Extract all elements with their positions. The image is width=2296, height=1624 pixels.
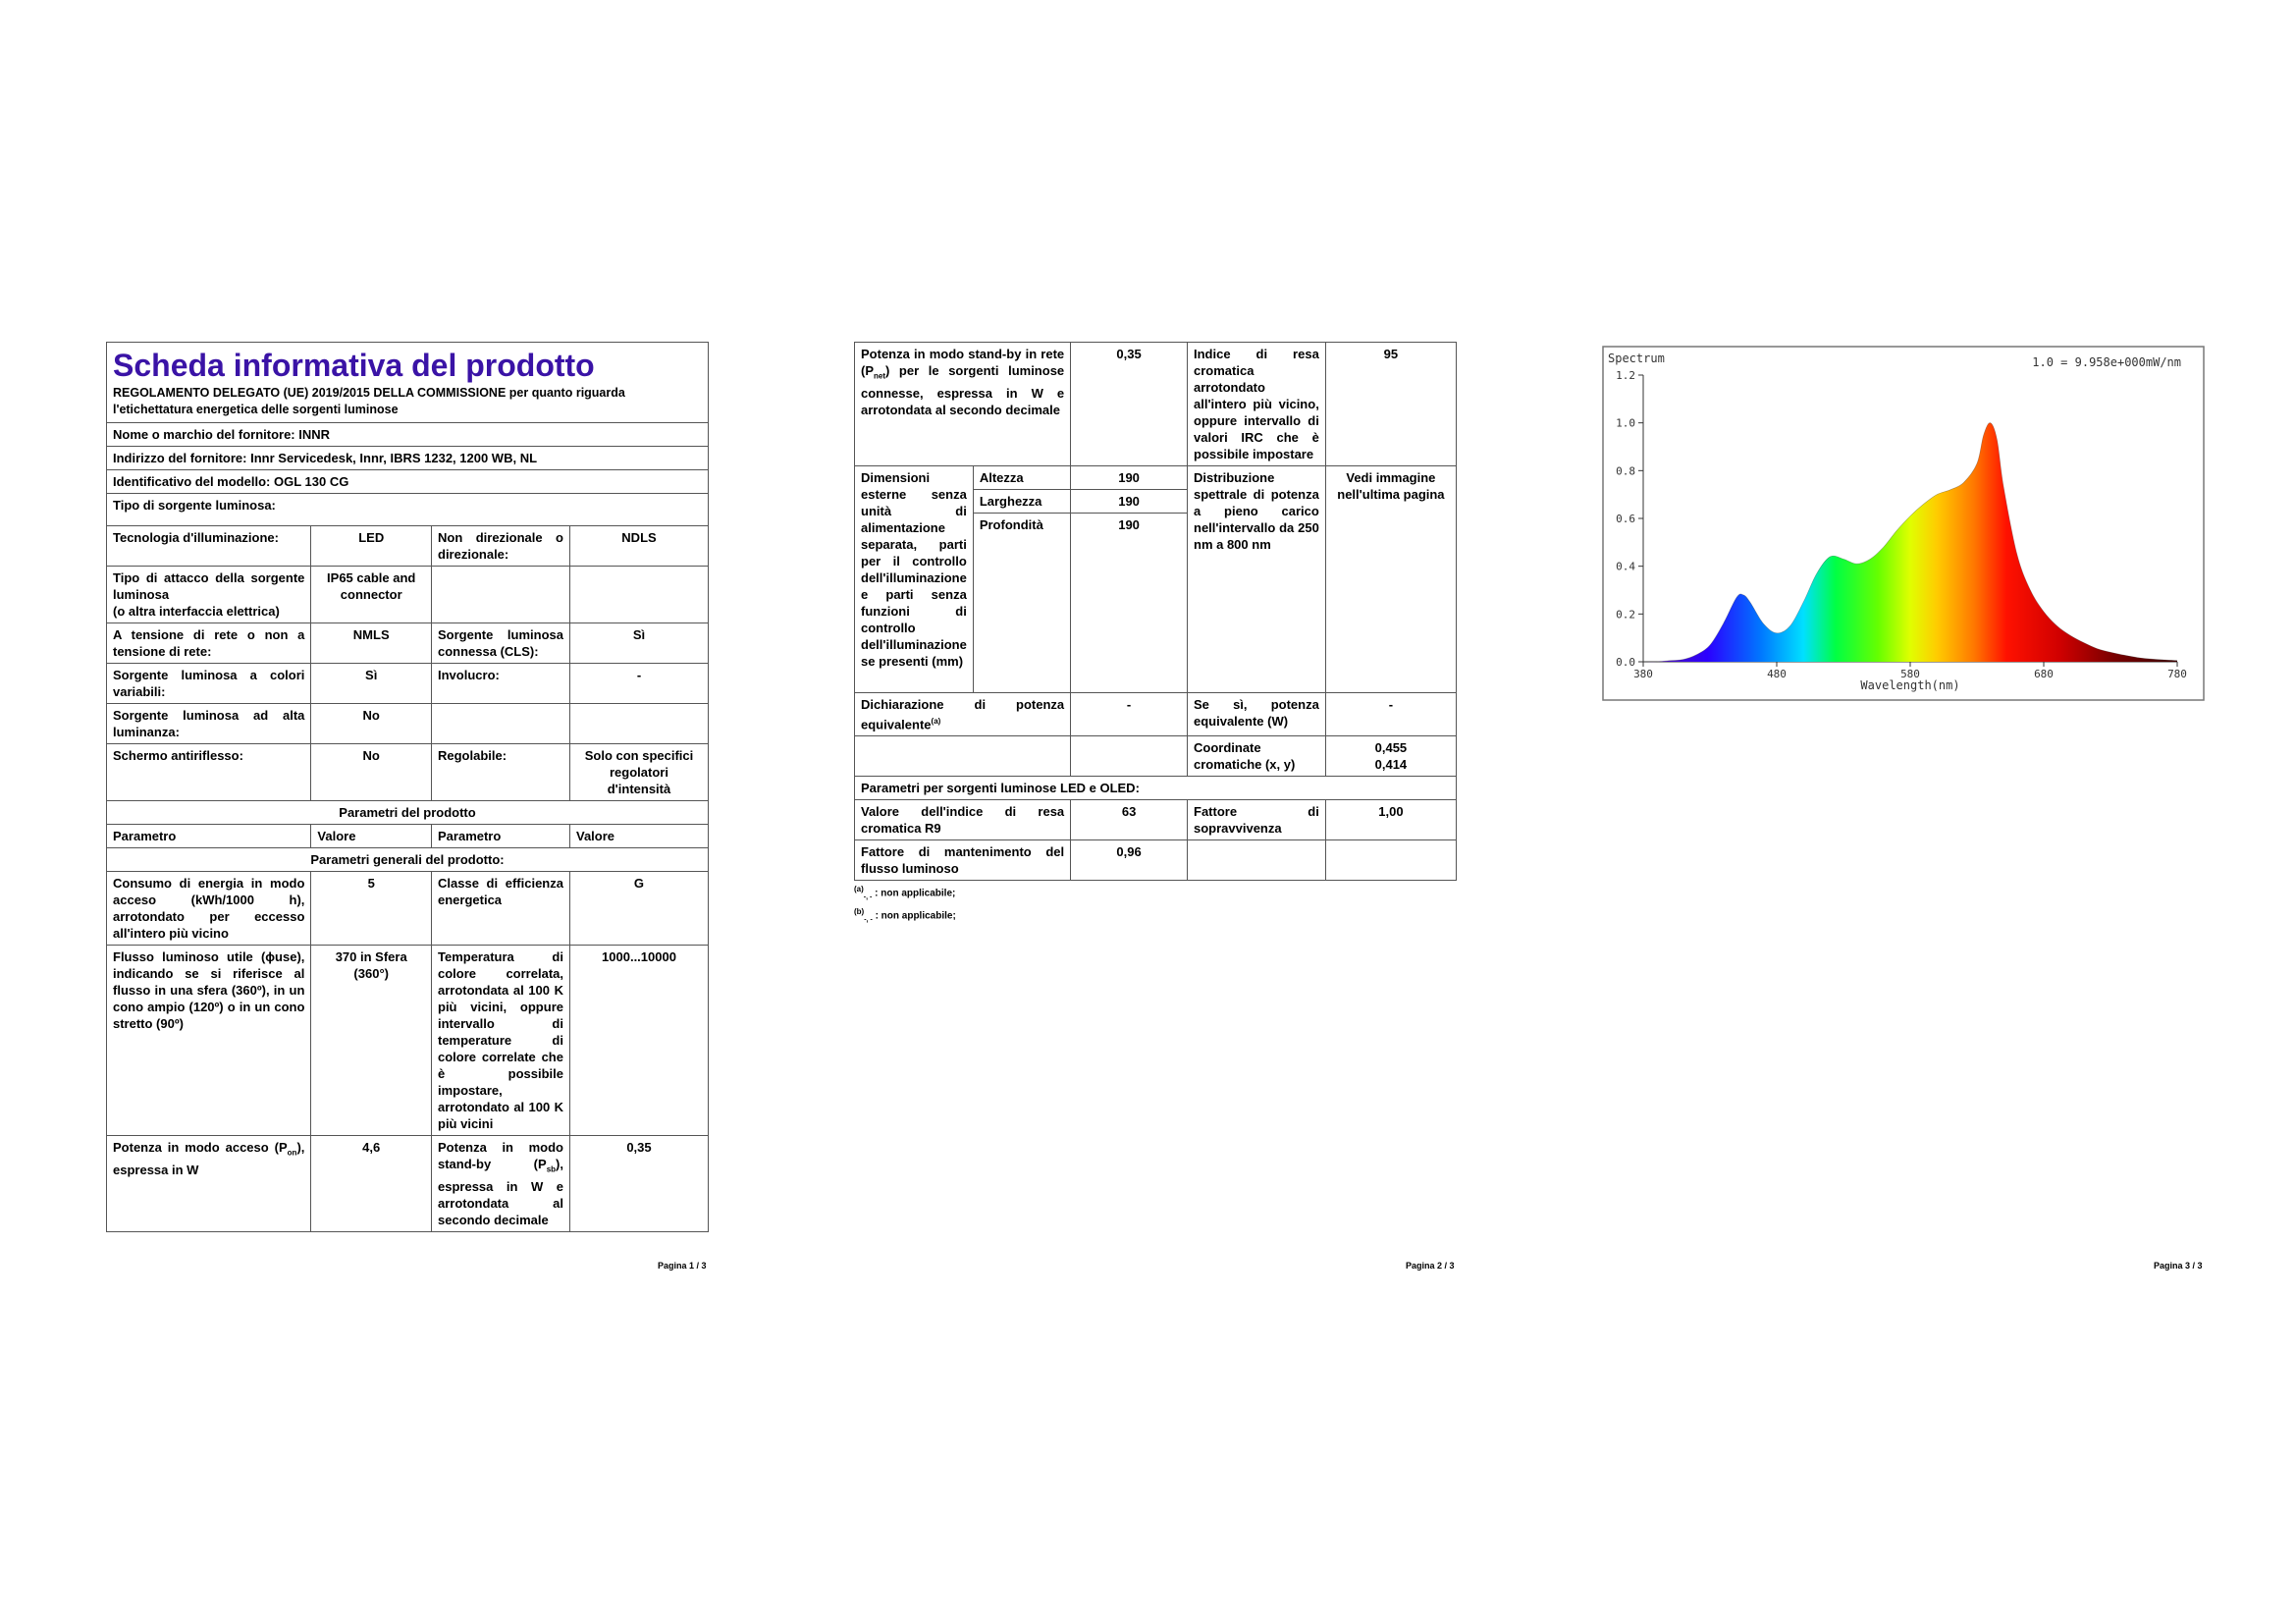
- cri-value: 95: [1325, 343, 1456, 466]
- table-row: [855, 343, 1457, 466]
- page-number-3: Pagina 3 / 3: [2154, 1261, 2203, 1271]
- networked-standby-label: Potenza in modo stand-by in rete $(P_{net})$ per le sorgenti luminose connesse, espressa in W e arrotondata al secondo decimale: [855, 343, 1071, 466]
- table-row: [107, 623, 709, 664]
- page-3: [1602, 346, 2205, 701]
- cap-label: Tipo di attacco della sorgente luminosa: [113, 570, 305, 602]
- col-param-2: Parametro: [432, 825, 570, 848]
- general-params-header: Parametri generali del prodotto:: [107, 848, 709, 872]
- cct-value: 1000...10000: [569, 946, 708, 1136]
- supplier-address-value: Innr Servicedesk, Innr, IBRS 1232, 1200 WB, NL: [250, 451, 538, 465]
- cls-value: Sì: [569, 623, 708, 664]
- col-value-2: Valore: [569, 825, 708, 848]
- dimmable-label: Regolabile:: [432, 744, 570, 801]
- empty-cell: [432, 704, 570, 744]
- lumen-maintenance-label: Fattore di mantenimento del flusso luminoso: [855, 840, 1071, 881]
- mains-value: NMLS: [311, 623, 432, 664]
- y-tick-label: 0.8: [1616, 464, 1635, 478]
- table-row: [107, 664, 709, 704]
- cap-label-2: (o altra interfaccia elettrica): [113, 604, 280, 619]
- anti-glare-label: Schermo antiriflesso:: [107, 744, 311, 801]
- model-label: Identificativo del modello:: [113, 474, 271, 489]
- page-number-2: Pagina 2 / 3: [1406, 1261, 1455, 1271]
- cls-label: Sorgente luminosa connessa (CLS):: [432, 623, 570, 664]
- dimmable-value: Solo con specifici regolatori d'intensità: [569, 744, 708, 801]
- table-row: [107, 825, 709, 848]
- directional-value: NDLS: [569, 526, 708, 567]
- height-label: Altezza: [973, 466, 1070, 490]
- anti-glare-value: No: [311, 744, 432, 801]
- chart-title: Spectrum: [1608, 352, 1665, 365]
- y-tick-label: 1.2: [1616, 369, 1635, 382]
- spd-label: Distribuzione spettrale di potenza a pieno carico nell'intervallo da 250 nm a 800 nm: [1188, 466, 1326, 693]
- lumen-maintenance-value: 0,96: [1071, 840, 1188, 881]
- regulation-text: REGOLAMENTO DELEGATO (UE) 2019/2015 DELLA COMMISSIONE per quanto riguarda l'etichettatura energetica delle sorgenti luminose: [113, 386, 625, 416]
- x-tick-label: 480: [1767, 668, 1787, 680]
- standby-power-label: Potenza in modo stand-by $(P_{sb})$, espressa in W e arrotondata al secondo decimale: [432, 1136, 570, 1232]
- depth-value: 190: [1071, 514, 1188, 693]
- flux-value: 370 in Sfera (360°): [311, 946, 432, 1136]
- width-value: 190: [1071, 490, 1188, 514]
- empty-cell: [432, 567, 570, 623]
- cri-label: Indice di resa cromatica arrotondato all'intero più vicino, oppure intervallo di valori IRC che è possibile impostare: [1188, 343, 1326, 466]
- y-tick-label: 0.0: [1616, 656, 1635, 669]
- if-yes-value: -: [1325, 693, 1456, 736]
- footnote-b: $^{(b)}_{-, -}$ : non applicabile;: [854, 906, 956, 923]
- x-tick-label: 680: [2034, 668, 2054, 680]
- r9-value: 63: [1071, 800, 1188, 840]
- x-axis-label: Wavelength(nm): [1860, 678, 1960, 692]
- high-luminance-label: Sorgente luminosa ad alta luminanza:: [107, 704, 311, 744]
- directional-label: Non direzionale o direzionale:: [432, 526, 570, 567]
- table-row: [855, 736, 1457, 777]
- page-2: [854, 342, 1457, 923]
- depth-label: Profondità: [973, 514, 1070, 693]
- envelope-label: Involucro:: [432, 664, 570, 704]
- mains-label: A tensione di rete o non a tensione di rete:: [107, 623, 311, 664]
- x-tick-label: 580: [1900, 668, 1920, 680]
- empty-cell: [1188, 840, 1326, 881]
- table-row: [107, 526, 709, 567]
- networked-standby-value: 0,35: [1071, 343, 1188, 466]
- params-header: Parametri del prodotto: [107, 801, 709, 825]
- class-label: Classe di efficienza energetica: [432, 872, 570, 946]
- table-row: [107, 801, 709, 825]
- empty-cell: [569, 704, 708, 744]
- model-value: OGL 130 CG: [273, 474, 349, 489]
- class-value: G: [569, 872, 708, 946]
- chromaticity-value: 0,455 0,414: [1325, 736, 1456, 777]
- table-row: [855, 693, 1457, 736]
- table-row: [107, 946, 709, 1136]
- page-1: [106, 342, 709, 1232]
- equivalent-power-value: -: [1071, 693, 1188, 736]
- height-value: 190: [1071, 466, 1188, 490]
- colour-tunable-value: Sì: [311, 664, 432, 704]
- spd-value: Vedi immagine nell'ultima pagina: [1325, 466, 1456, 693]
- table-row: [107, 1136, 709, 1232]
- table-row: [855, 466, 1457, 490]
- high-luminance-value: No: [311, 704, 432, 744]
- survival-value: 1,00: [1325, 800, 1456, 840]
- type-label: Tipo di sorgente luminosa:: [113, 498, 276, 513]
- if-yes-label: Se sì, potenza equivalente (W): [1188, 693, 1326, 736]
- product-info-table-2: [854, 342, 1457, 881]
- table-row: [855, 800, 1457, 840]
- table-row: [107, 744, 709, 801]
- standby-power-value: 0,35: [569, 1136, 708, 1232]
- supplier-address-row: [106, 446, 709, 469]
- cap-value: IP65 cable and connector: [311, 567, 432, 623]
- table-row: [107, 704, 709, 744]
- table-row: [855, 840, 1457, 881]
- empty-cell: [1325, 840, 1456, 881]
- tech-label: Tecnologia d'illuminazione:: [107, 526, 311, 567]
- empty-cell: [1071, 736, 1188, 777]
- y-tick-label: 0.4: [1616, 560, 1635, 573]
- supplier-address-label: Indirizzo del fornitore:: [113, 451, 247, 465]
- flux-label: Flusso luminoso utile (ɸuse), indicando se si riferisce al flusso in una sfera (360º), in un cono ampio (120º) o in un cono stretto (90º): [107, 946, 311, 1136]
- document-title: Scheda informativa del prodotto: [113, 348, 595, 383]
- y-tick-label: 0.2: [1616, 608, 1635, 622]
- energy-value: 5: [311, 872, 432, 946]
- equivalent-power-label: Dichiarazione di potenza equivalente$^{(a)}$: [855, 693, 1071, 736]
- x-tick-label: 780: [2167, 668, 2187, 680]
- spectrum-chart: [1602, 346, 2205, 701]
- colour-tunable-label: Sorgente luminosa a colori variabili:: [107, 664, 311, 704]
- width-label: Larghezza: [973, 490, 1070, 514]
- table-row: [107, 567, 709, 623]
- empty-cell: [855, 736, 1071, 777]
- y-tick-label: 0.6: [1616, 513, 1635, 525]
- col-value-1: Valore: [311, 825, 432, 848]
- model-row: [106, 469, 709, 493]
- footnote-a: $^{(a)}_{-, -}$ : non applicabile;: [854, 885, 956, 901]
- chart-annotation: 1.0 = 9.958e+000mW/nm: [2032, 355, 2181, 369]
- table-row: [107, 848, 709, 872]
- product-info-table: [106, 525, 709, 1232]
- energy-label: Consumo di energia in modo acceso (kWh/1000 h), arrotondato per eccesso all'intero più vicino: [107, 872, 311, 946]
- empty-cell: [569, 567, 708, 623]
- envelope-value: -: [569, 664, 708, 704]
- type-row: [106, 493, 709, 525]
- col-param-1: Parametro: [107, 825, 311, 848]
- on-power-label: Potenza in modo acceso $(P_{on})$, espressa in W: [107, 1136, 311, 1232]
- table-row: [107, 872, 709, 946]
- chromaticity-label: Coordinate cromatiche (x, y): [1188, 736, 1326, 777]
- y-tick-label: 1.0: [1616, 416, 1635, 430]
- supplier-name-label: Nome o marchio del fornitore:: [113, 427, 295, 442]
- led-params-header: Parametri per sorgenti luminose LED e OLED:: [855, 777, 1457, 800]
- dimensions-label: Dimensioni esterne senza unità di alimentazione separata, parti per il controllo dell'illuminazione e parti senza funzioni di controllo dell'illuminazione se presenti (mm): [855, 466, 974, 693]
- on-power-value: 4,6: [311, 1136, 432, 1232]
- tech-value: LED: [311, 526, 432, 567]
- table-row: [855, 777, 1457, 800]
- supplier-name-value: INNR: [298, 427, 331, 442]
- x-tick-label: 380: [1633, 668, 1653, 680]
- r9-label: Valore dell'indice di resa cromatica R9: [855, 800, 1071, 840]
- cct-label: Temperatura di colore correlata, arrotondata al 100 K più vicini, oppure intervallo di temperature di colore correlate che è possibile impostare, arrotondato al 100 K più vicini: [432, 946, 570, 1136]
- survival-label: Fattore di sopravvivenza: [1188, 800, 1326, 840]
- supplier-name-row: [106, 422, 709, 446]
- page-number-1: Pagina 1 / 3: [658, 1261, 707, 1271]
